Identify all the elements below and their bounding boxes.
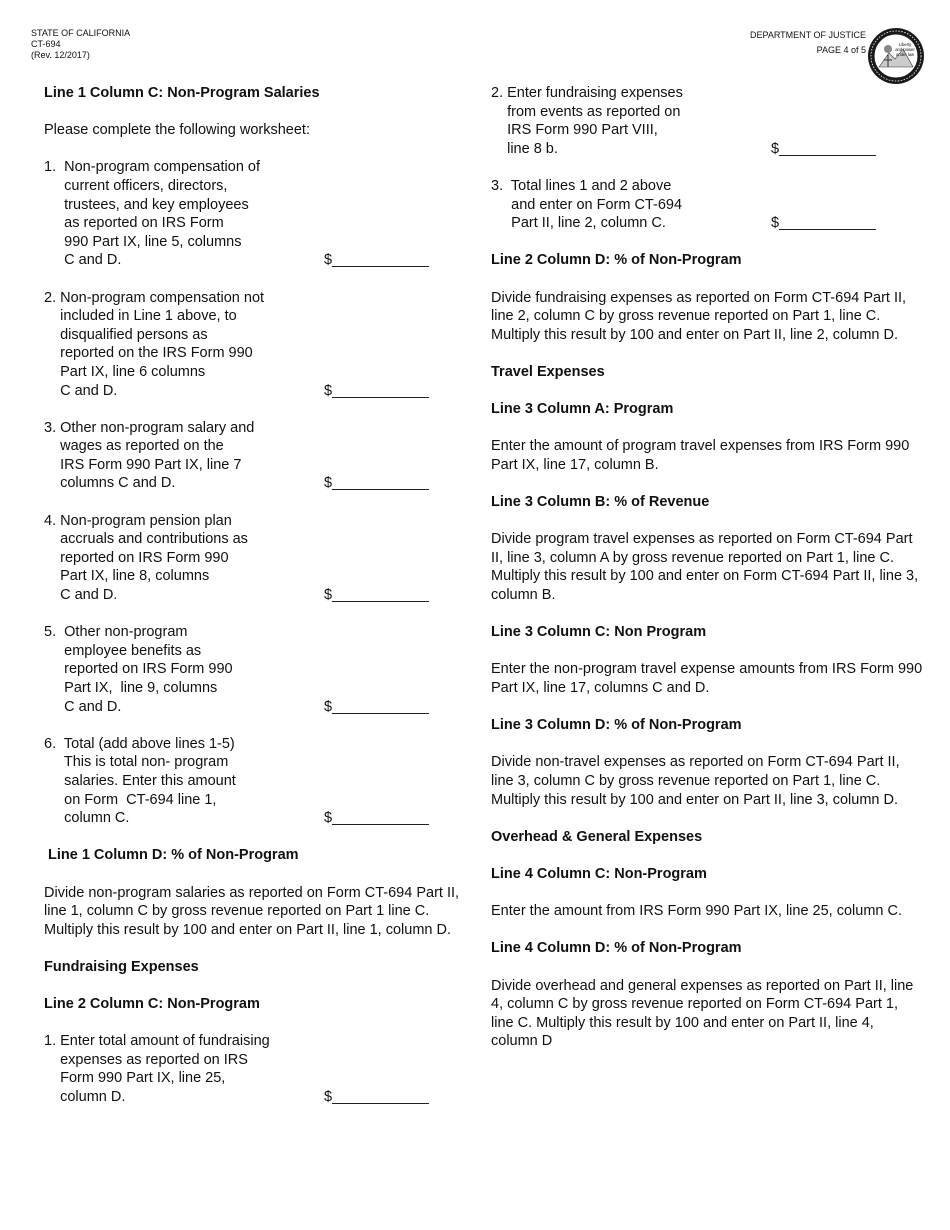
worksheet-intro: Please complete the following worksheet: <box>44 122 310 139</box>
left-column <box>44 84 462 1125</box>
heading-line3-col-b: Line 3 Column B: % of Revenue <box>491 494 710 511</box>
heading-travel: Travel Expenses <box>491 363 605 380</box>
paragraph-line3-col-a: Enter the amount of program travel expenses from IRS Form 990 Part IX, line 17, column B. <box>491 438 910 473</box>
heading-line3-col-c: Line 3 Column C: Non Program <box>491 624 707 641</box>
amount-field[interactable]: $____________ <box>324 810 429 827</box>
worksheet-item-text: 2. Enter fundraising expenses from events as reported on IRS Form 990 Part VIII, line 8 b. <box>491 85 683 157</box>
revision-label: (Rev. 12/2017) <box>31 50 90 60</box>
amount-field[interactable]: $____________ <box>324 1089 429 1106</box>
heading-line3-col-d: Line 3 Column D: % of Non-Program <box>491 717 742 734</box>
heading-line2-col-d: Line 2 Column D: % of Non-Program <box>491 252 742 269</box>
worksheet-item <box>44 623 462 716</box>
amount-field[interactable]: $____________ <box>324 382 429 399</box>
worksheet-item <box>44 512 462 605</box>
department-label: DEPARTMENT OF JUSTICE <box>749 30 866 40</box>
paragraph-line1-col-d: Divide non-program salaries as reported on Form CT-694 Part II, line 1, column C by gross revenue reported on Part 1 line C. Multiply this result by 100 and enter on Part II, line 1, column D. <box>44 884 460 938</box>
worksheet-item-text: 3. Other non-program salary and wages as reported on the IRS Form 990 Part IX, line 7 columns C and D. <box>44 419 255 492</box>
worksheet-item-text: 4. Non-program pension plan accruals and contributions as reported on IRS Form 990 Part IX, line 8, columns C and D. <box>44 512 248 604</box>
doj-seal-icon <box>867 27 925 85</box>
worksheet-item-text: 2. Non-program compensation not included in Line 1 above, to disqualified persons as reported on the IRS Form 990 Part IX, line 6 columns C and D. <box>44 289 265 399</box>
worksheet-item <box>44 735 462 828</box>
seal-text-2: and power <box>895 47 915 52</box>
heading-line1-col-c: Line 1 Column C: Non-Program Salaries <box>44 85 320 101</box>
heading-fundraising: Fundraising Expenses <box>44 958 199 975</box>
worksheet-item <box>491 84 923 158</box>
amount-field[interactable]: $____________ <box>324 252 429 269</box>
worksheet-item <box>44 289 462 401</box>
paragraph-line3-col-d: Divide non-travel expenses as reported on Form CT-694 Part II, line 3, column C by gross revenue reported on Part 1, line C. Multiply this result by 100 and enter on Part II, line 3, column D. <box>491 754 900 808</box>
form-header-left <box>31 28 130 61</box>
amount-field[interactable]: $____________ <box>324 475 429 492</box>
paragraph-line4-col-d: Divide overhead and general expenses as reported on Part II, line 4, column C by gross revenue reported on Form CT-694 Part 1, line C. Multiply this result by 100 and enter on Part II, line 4, column D <box>491 977 914 1050</box>
paragraph-line4-col-c: Enter the amount from IRS Form 990 Part IX, line 25, column C. <box>491 903 903 920</box>
state-label: STATE OF CALIFORNIA <box>31 28 131 38</box>
page-number: PAGE 4 of 5 <box>816 45 866 55</box>
worksheet-item <box>44 419 462 493</box>
worksheet-item-text: 6. Total (add above lines 1-5) This is total non- program salaries. Enter this amount on Form CT-694 line 1, column C. <box>44 735 236 827</box>
amount-field[interactable]: $____________ <box>324 587 429 604</box>
heading-line1-col-d: Line 1 Column D: % of Non-Program <box>48 847 299 864</box>
worksheet-item-text: 5. Other non-program employee benefits as reported on IRS Form 990 Part IX, line 9, columns C and D. <box>44 624 233 715</box>
paragraph-line3-col-b: Divide program travel expenses as reported on Form CT-694 Part II, line 3, column A by gross revenue reported on Part 1, line C. Multiply this result by 100 and enter on Form CT-694 Part II, line 3, column B. <box>491 531 919 604</box>
heading-line3-col-a: Line 3 Column A: Program <box>491 401 674 418</box>
worksheet-item <box>491 177 923 233</box>
worksheet-item-text: 1. Enter total amount of fundraising expenses as reported on IRS Form 990 Part IX, line 25, column D. <box>44 1033 270 1106</box>
paragraph-line3-col-c: Enter the non-program travel expense amounts from IRS Form 990 Part IX, line 17, columns C and D. <box>491 661 923 696</box>
form-header-right <box>750 28 866 58</box>
right-column <box>491 84 923 1069</box>
amount-field[interactable]: $____________ <box>324 698 429 715</box>
worksheet-item <box>44 158 462 270</box>
seal-text-3: under law <box>895 52 915 57</box>
worksheet-item-text: 1. Non-program compensation of current officers, directors, trustees, and key employees as reported on IRS Form 990 Part IX, line 5, columns C and D. <box>44 159 260 269</box>
form-id: CT-694 <box>31 39 61 49</box>
worksheet-item <box>44 1032 462 1106</box>
worksheet-item-text: 3. Total lines 1 and 2 above and enter on Form CT-694 Part II, line 2, column C. <box>491 177 683 232</box>
heading-line2-col-c: Line 2 Column C: Non-Program <box>44 996 260 1013</box>
heading-overhead: Overhead & General Expenses <box>491 828 703 845</box>
heading-line4-col-c: Line 4 Column C: Non-Program <box>491 865 707 882</box>
seal-text-1: Liberty <box>898 42 912 47</box>
amount-field[interactable]: $____________ <box>771 140 876 157</box>
amount-field[interactable]: $____________ <box>771 215 876 232</box>
paragraph-line2-col-d: Divide fundraising expenses as reported on Form CT-694 Part II, line 2, column C by gross revenue reported on Part 1, line C. Multiply this result by 100 and enter on Part II, line 2, column D. <box>491 289 907 343</box>
heading-line4-col-d: Line 4 Column D: % of Non-Program <box>491 940 742 957</box>
